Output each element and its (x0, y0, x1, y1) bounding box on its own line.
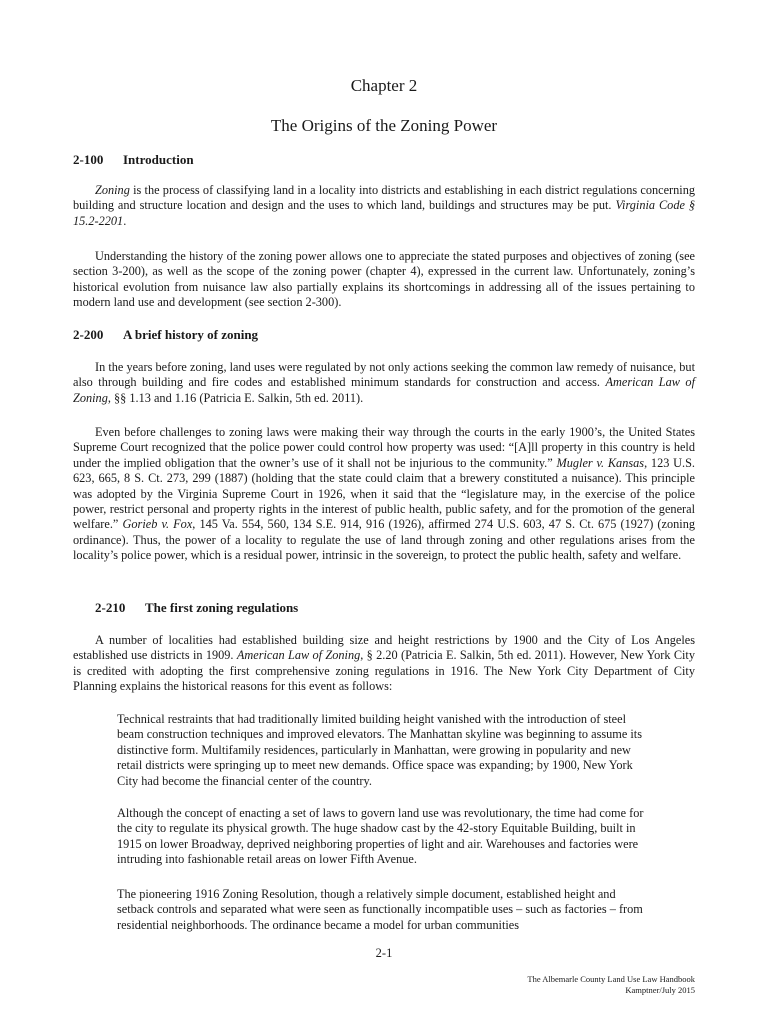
paragraph (73, 360, 695, 406)
page-number: 2-1 (375, 946, 393, 960)
section-number: 2-200 (73, 327, 104, 342)
paragraph (73, 249, 695, 311)
section-title: A brief history of zoning (123, 327, 259, 342)
block-quote: The pioneering 1916 Zoning Resolution, though a relatively simple document, established height and setback controls and separated what were seen as functionally incompatible uses – such as factories – from residential neighborhoods. The ordinance became a model for urban communities (117, 887, 643, 932)
section-title: The first zoning regulations (145, 600, 299, 615)
block-quote: Although the concept of enacting a set of laws to govern land use was revolutionary, the time had come for the city to regulate its physical growth. The huge shadow cast by the 42-story Equitable Building, built in 1915 on lower Broadway, deprived neighboring properties of light and air. Warehouses and factories were intruding into fashionable retail areas on lower Fifth Avenue. (117, 806, 644, 867)
section-title: Introduction (123, 152, 194, 167)
citation-text: American Law of Zoning (236, 648, 361, 663)
body-text: . (123, 213, 127, 228)
paragraph (73, 633, 695, 695)
section-heading-2-210 (95, 600, 298, 616)
citation-text: Zoning (95, 183, 130, 197)
section-heading-2-100 (73, 152, 194, 168)
book-title: The Albemarle County Land Use Law Handbook (527, 974, 695, 984)
body-text: is the process of classifying land in a locality into districts and establishing in each district regulations concerning building and structure location and design and the uses to which land, buildings and structures may be put. (73, 183, 695, 213)
chapter-title: The Origins of the Zoning Power (270, 116, 498, 135)
citation-text: Gorieb v. Fox (122, 517, 193, 532)
author-date: Kamptner/July 2015 (625, 985, 695, 995)
citation-text: Mugler v. Kansas (556, 455, 645, 470)
body-text: Even before challenges to zoning laws were making their way through the courts in the early 1900’s, the United States Supreme Court recognized that the police power could control how property was used: “[A]ll property in this country is held under the implied obligation that the owner’s use of it shall not be injurious to the community.” (73, 425, 695, 470)
section-heading-2-200 (73, 327, 258, 343)
chapter-label: Chapter 2 (350, 76, 418, 95)
paragraph (73, 183, 695, 229)
citation-text: Virginia Code § 15.2-2201 (73, 198, 695, 228)
block-quote: Technical restraints that had traditionally limited building height vanished with the introduction of steel beam construction techniques and improved elevators. The Manhattan skyline was beginning to assume its distinctive form. Multifamily residences, particularly in Manhattan, were growing in popularity and new retail districts were springing up to meet new demands. Office space was expanding; by 1900, New York City had become the financial center of the country. (117, 712, 643, 788)
body-text: , § 2.20 (Patricia E. Salkin, 5th ed. 2011). However, New York City is credited with adopting the first comprehensive zoning regulations in 1916. The New York City Department of City Planning explains the historical reasons for this event as follows: (73, 648, 695, 694)
body-text: , 123 U.S. 623, 665, 8 S. Ct. 273, 299 (1887) (holding that the state could claim that a brewery constituted a nuisance). This principle was adopted by the Virginia Supreme Court in 1926, when it said that the “legislature may, in the exercise of the police power, restrict personal and property rights in the interest of public health, public safety, and for the promotion of the general welfare.” (73, 455, 696, 532)
footer-citation (527, 974, 695, 996)
body-text: , §§ 1.13 and 1.16 (Patricia E. Salkin, 5th ed. 2011). (107, 390, 364, 405)
body-text: , 145 Va. 554, 560, 134 S.E. 914, 916 (1926), affirmed 274 U.S. 603, 47 S. Ct. 675 (1927) (zoning ordinance). Thus, the power of a locality to regulate the use of land through zoning and other regulations arises from the locality’s police power, which is a residual power, intrinsic in the sovereign, to protect the public health, safety and welfare. (73, 517, 695, 563)
section-number: 2-100 (73, 152, 104, 167)
section-number: 2-210 (95, 600, 126, 615)
body-text: A number of localities had established building size and height restrictions by 1900 and the City of Los Angeles established use districts in 1909. (73, 633, 695, 663)
body-text: Understanding the history of the zoning power allows one to appreciate the stated purposes and objectives of zoning (see section 3-200), as well as the scope of the zoning power (chapter 4), expressed in the current law. Unfortunately, zoning’s historical evolution from nuisance law also partially explains its shortcomings in addressing all of the issues pertaining to modern land use and development (see section 2-300). (73, 249, 695, 310)
citation-text: American Law of Zoning (73, 375, 695, 405)
body-text: In the years before zoning, land uses were regulated by not only actions seeking the common law remedy of nuisance, but also through building and fire codes and established minimum standards for construction and access. (73, 360, 695, 390)
paragraph (73, 425, 695, 564)
